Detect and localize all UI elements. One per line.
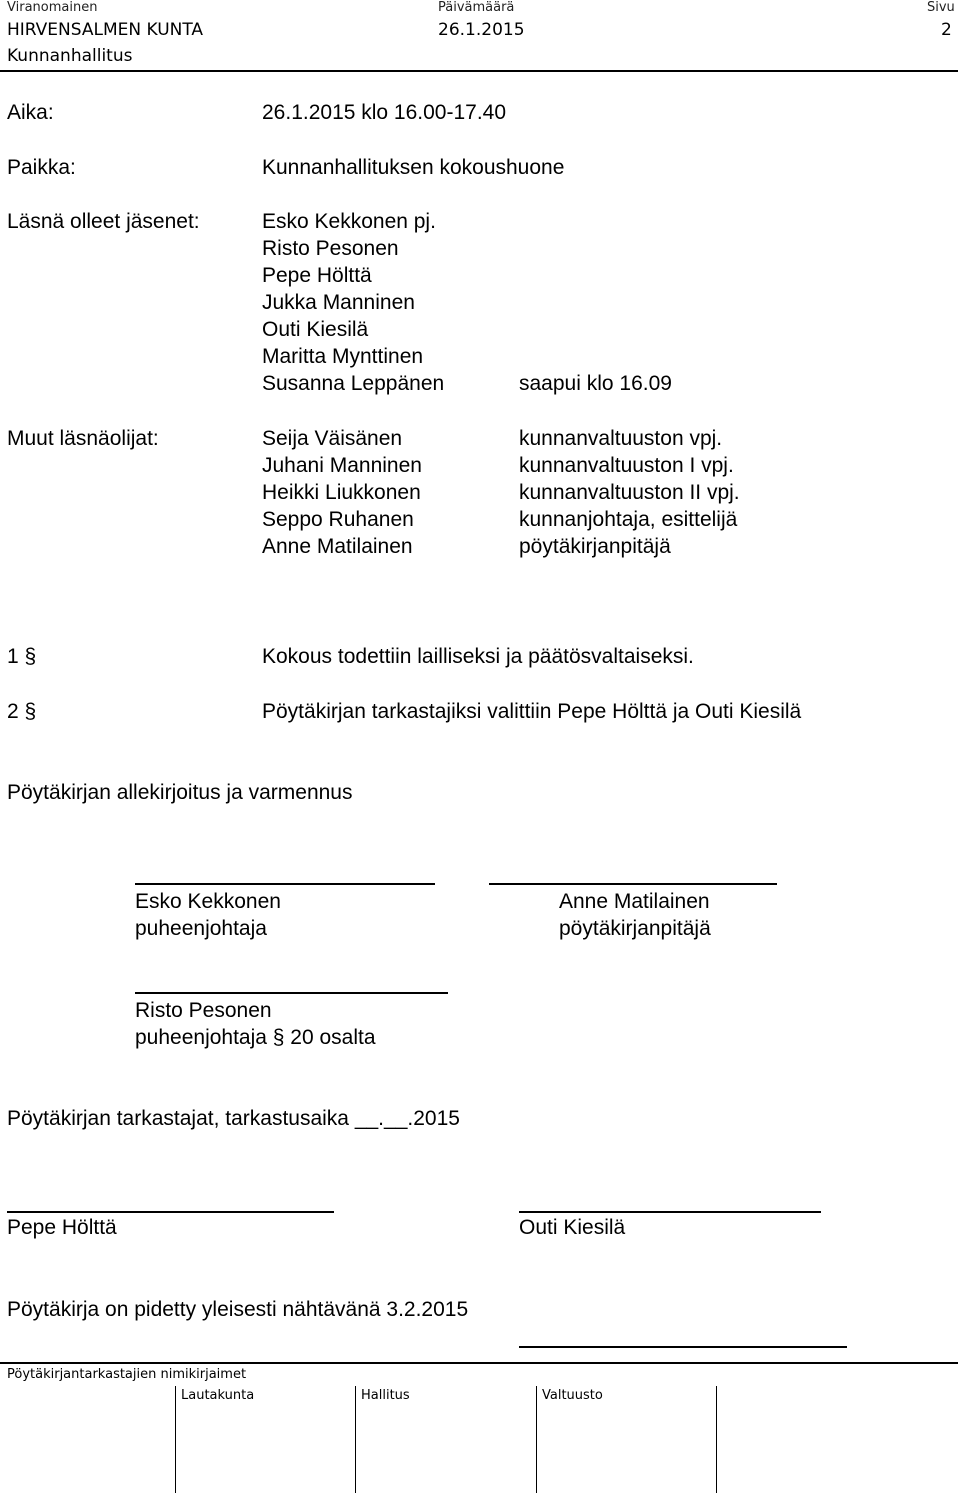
other-name: Juhani Manninen (262, 454, 422, 477)
publication-text: Pöytäkirja on pidetty yleisesti nähtävänä 3.2.2015 (7, 1298, 469, 1321)
footer-divider (0, 1362, 958, 1364)
other-name: Seija Väisänen (262, 427, 403, 450)
header-authority: HIRVENSALMEN KUNTA (7, 20, 204, 40)
section-text: Kokous todettiin lailliseksi ja päätösvaltaiseksi. (262, 645, 694, 668)
other-role: kunnanvaltuuston vpj. (519, 427, 723, 450)
footer-column-lautakunta: Lautakunta (181, 1388, 255, 1403)
header-date-label: Päivämäärä (438, 0, 515, 15)
other-role: kunnanjohtaja, esittelijä (519, 508, 738, 531)
member-item: Jukka Manninen (262, 291, 415, 314)
other-name: Heikki Liukkonen (262, 481, 421, 504)
other-role: kunnanvaltuuston II vpj. (519, 481, 740, 504)
member-item: Risto Pesonen (262, 237, 399, 260)
footer-column-valtuusto: Valtuusto (542, 1388, 603, 1403)
signatures-heading: Pöytäkirjan allekirjoitus ja varmennus (7, 781, 353, 804)
signer-name: Risto Pesonen (135, 999, 272, 1022)
section-number: 2 § (7, 700, 37, 723)
signer-name: Esko Kekkonen (135, 890, 281, 913)
signature-line (519, 1346, 847, 1348)
others-label: Muut läsnäolijat: (7, 427, 159, 450)
signature-line (519, 1211, 821, 1213)
review-heading: Pöytäkirjan tarkastajat, tarkastusaika __.__.2015 (7, 1107, 460, 1130)
member-item: Maritta Mynttinen (262, 345, 424, 368)
reviewer-name: Pepe Hölttä (7, 1216, 117, 1239)
member-item: Pepe Hölttä (262, 264, 372, 287)
header-body: Kunnanhallitus (7, 46, 133, 66)
member-item: Outi Kiesilä (262, 318, 369, 341)
header-page-label: Sivu (927, 0, 955, 15)
signature-line (489, 883, 777, 885)
header-divider (0, 70, 958, 72)
other-name: Anne Matilainen (262, 535, 413, 558)
other-role: pöytäkirjanpitäjä (519, 535, 671, 558)
footer-title: Pöytäkirjantarkastajien nimikirjaimet (7, 1367, 247, 1382)
signature-line (135, 883, 435, 885)
place-label: Paikka: (7, 156, 76, 179)
member-item: Esko Kekkonen pj. (262, 210, 436, 233)
header-page-number: 2 (941, 20, 952, 40)
member-note: saapui klo 16.09 (519, 372, 672, 395)
signature-line (135, 992, 448, 994)
other-role: kunnanvaltuuston I vpj. (519, 454, 734, 477)
signature-line (7, 1211, 334, 1213)
signer-role: puheenjohtaja § 20 osalta (135, 1026, 376, 1049)
other-name: Seppo Ruhanen (262, 508, 414, 531)
footer-column-divider (355, 1386, 356, 1493)
reviewer-name: Outi Kiesilä (519, 1216, 626, 1239)
time-label: Aika: (7, 101, 54, 124)
footer-column-divider (175, 1386, 176, 1493)
members-label: Läsnä olleet jäsenet: (7, 210, 200, 233)
signer-role: puheenjohtaja (135, 917, 267, 940)
signer-name: Anne Matilainen (559, 890, 710, 913)
place-value: Kunnanhallituksen kokoushuone (262, 156, 565, 179)
footer-column-divider (536, 1386, 537, 1493)
footer-column-hallitus: Hallitus (361, 1388, 410, 1403)
section-number: 1 § (7, 645, 37, 668)
footer-column-divider (716, 1386, 717, 1493)
header-authority-label: Viranomainen (7, 0, 98, 15)
time-value: 26.1.2015 klo 16.00-17.40 (262, 101, 507, 124)
signer-role: pöytäkirjanpitäjä (559, 917, 711, 940)
member-item: Susanna Leppänen (262, 372, 445, 395)
header-date: 26.1.2015 (438, 20, 525, 40)
section-text: Pöytäkirjan tarkastajiksi valittiin Pepe Hölttä ja Outi Kiesilä (262, 700, 802, 723)
